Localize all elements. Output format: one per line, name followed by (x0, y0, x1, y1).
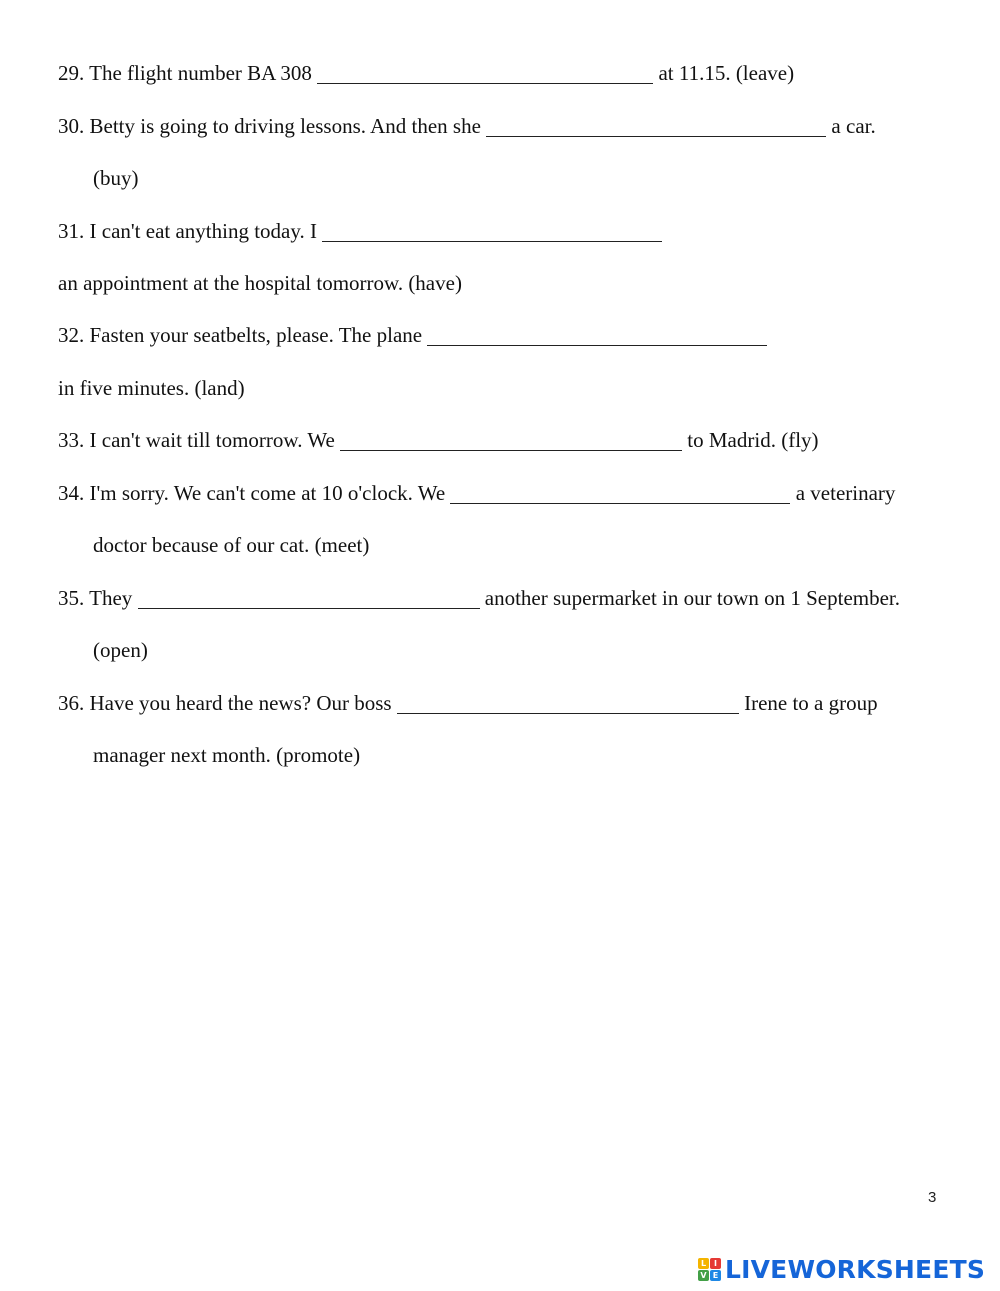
exercise-29-text-after: at 11.15. (leave) (653, 61, 795, 85)
exercise-35-hint: (open) (93, 638, 148, 662)
exercise-36-answer-input[interactable] (397, 693, 739, 714)
exercise-30-line (58, 113, 876, 139)
exercise-31-text-after: an appointment at the hospital tomorrow. (have) (58, 271, 462, 295)
exercise-31-line (58, 218, 662, 244)
exercise-36-text-continued: manager next month. (promote) (93, 743, 361, 767)
exercise-32-answer-input[interactable] (427, 325, 767, 346)
exercise-35-text: 35. They (58, 586, 138, 610)
exercise-33-text-after: to Madrid. (fly) (682, 428, 819, 452)
exercise-36-line (58, 690, 878, 716)
brand-name: LIVEWORKSHEETS (725, 1254, 986, 1284)
liveworksheets-brand[interactable] (698, 1252, 985, 1286)
exercise-32-line (58, 322, 767, 348)
exercise-34-text: 34. I'm sorry. We can't come at 10 o'clock. We (58, 481, 451, 505)
exercise-33-text: 33. I can't wait till tomorrow. We (58, 428, 341, 452)
exercise-29-answer-input[interactable] (317, 63, 653, 84)
logo-letter-e: E (710, 1270, 721, 1281)
logo-letter-v: V (698, 1270, 709, 1281)
exercise-34-answer-input[interactable] (450, 483, 790, 504)
exercise-35-answer-input[interactable] (138, 588, 480, 609)
exercise-35-line (58, 585, 900, 611)
exercise-30-text: 30. Betty is going to driving lessons. And then she (58, 114, 487, 138)
exercise-30-text-after: a car. (826, 114, 876, 138)
exercise-31-answer-input[interactable] (322, 221, 662, 242)
exercise-36-continuation (93, 742, 360, 768)
exercise-31-text: 31. I can't eat anything today. I (58, 219, 323, 243)
exercise-29-line (58, 60, 794, 86)
exercise-36-text-after: Irene to a group (738, 691, 878, 715)
exercise-32-continuation (58, 375, 245, 401)
exercise-35-text-after: another supermarket in our town on 1 September. (479, 586, 901, 610)
liveworksheets-logo-icon (698, 1258, 721, 1281)
exercise-36-text: 36. Have you heard the news? Our boss (58, 691, 397, 715)
exercise-30-continuation (93, 165, 139, 191)
exercise-31-continuation (58, 270, 462, 296)
exercise-29-text: 29. The flight number BA 308 (58, 61, 318, 85)
exercise-33-line (58, 427, 819, 453)
exercise-34-text-after: a veterinary (790, 481, 896, 505)
logo-letter-l: L (698, 1258, 709, 1269)
exercise-34-continuation (93, 532, 369, 558)
logo-letter-i: I (710, 1258, 721, 1269)
exercise-35-continuation (93, 637, 148, 663)
exercise-34-line (58, 480, 895, 506)
exercise-32-text: 32. Fasten your seatbelts, please. The plane (58, 323, 428, 347)
page-number: 3 (928, 1189, 937, 1206)
exercise-33-answer-input[interactable] (340, 430, 682, 451)
exercise-34-text-continued: doctor because of our cat. (meet) (93, 533, 370, 557)
exercise-30-answer-input[interactable] (486, 116, 826, 137)
exercise-30-hint: (buy) (93, 166, 139, 190)
exercise-32-text-after: in five minutes. (land) (58, 376, 245, 400)
